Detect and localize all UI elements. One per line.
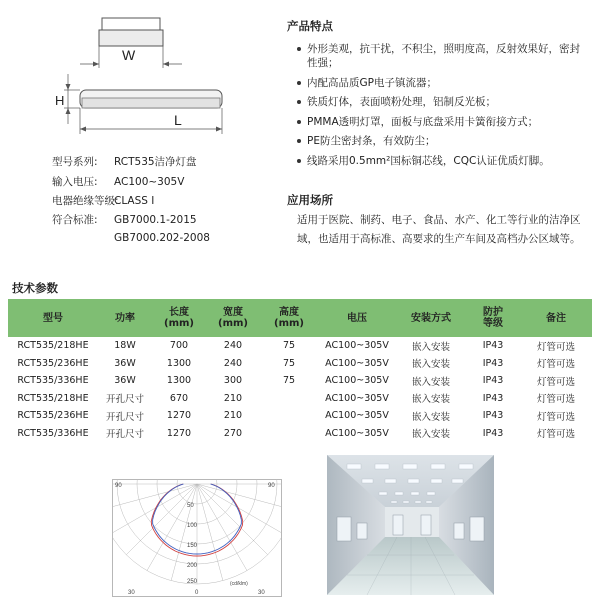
feature-item: 内配高品质GP电子镇流器；	[296, 76, 586, 90]
table-cell: IP43	[482, 427, 504, 439]
table-header-cell: 防护 等级	[466, 299, 520, 337]
spec-table	[8, 299, 592, 442]
polar-ring-150: 150	[187, 543, 198, 549]
polar-ring-100: 100	[187, 523, 198, 529]
table-row	[8, 355, 592, 373]
table-cell: 开孔尺寸	[105, 429, 144, 441]
table-row	[8, 425, 592, 443]
table-cell: RCT535/218HE	[17, 340, 89, 352]
table-cell: 灯管可选	[536, 359, 575, 371]
table-cell: IP43	[482, 375, 504, 387]
features-title: 产品特点	[287, 19, 333, 33]
table-cell: AC100~305V	[325, 340, 389, 352]
spec-value: CLASS I	[114, 195, 155, 207]
spec-key: 输入电压:	[52, 176, 98, 188]
table-row	[8, 390, 592, 408]
table-cell: 700	[169, 340, 189, 352]
table-cell: IP43	[482, 392, 504, 404]
polar-unit: (cd/klm)	[230, 581, 248, 587]
table-cell: 75	[282, 340, 296, 352]
table-cell: 1300	[166, 375, 192, 387]
table-header-cell: 安装方式	[396, 299, 466, 337]
feature-item: 线路采用0.5mm²国标铜芯线，CQC认证优质灯脚。	[296, 154, 586, 168]
table-row	[8, 407, 592, 425]
table-cell: 嵌入安装	[411, 411, 450, 423]
table-cell	[260, 407, 318, 425]
polar-ring-250: 250	[187, 579, 198, 585]
spec-row	[52, 213, 197, 227]
table-cell: 嵌入安装	[411, 341, 450, 353]
table-cell: 1270	[166, 410, 192, 422]
table-cell: 灯管可选	[536, 411, 575, 423]
table-cell: 1300	[166, 357, 192, 369]
table-cell: 75	[282, 375, 296, 387]
table-cell: 240	[223, 357, 243, 369]
table-cell	[260, 425, 318, 443]
table-cell: IP43	[482, 340, 504, 352]
table-cell: RCT535/236HE	[17, 410, 89, 422]
table-cell: 210	[223, 392, 243, 404]
table-cell: 嵌入安装	[411, 376, 450, 388]
table-cell: 270	[223, 427, 243, 439]
table-title: 技术参数	[12, 281, 58, 295]
table-cell: 开孔尺寸	[105, 411, 144, 423]
spec-value: AC100~305V	[114, 176, 185, 188]
table-cell: 灯管可选	[536, 341, 575, 353]
table-header-cell: 备注	[520, 299, 592, 337]
table-header-cell: 型号	[8, 299, 98, 337]
table-header-cell: 长度 (mm)	[152, 299, 206, 337]
polar-ring-50: 50	[187, 503, 194, 509]
table-cell: 灯管可选	[536, 429, 575, 441]
length-label: L	[174, 112, 182, 128]
table-cell: RCT535/336HE	[17, 375, 89, 387]
table-header-cell: 宽度 (mm)	[206, 299, 260, 337]
table-cell: 灯管可选	[536, 394, 575, 406]
features-list	[296, 42, 586, 173]
spec-value: GB7000.1-2015	[114, 214, 197, 226]
table-cell: 36W	[114, 375, 136, 387]
height-label: H	[55, 93, 65, 108]
table-cell: 开孔尺寸	[105, 394, 144, 406]
feature-item: 外形美观，抗干扰，不积尘，照明度高，反射效果好，密封性强；	[296, 42, 586, 70]
table-cell: 240	[223, 340, 243, 352]
polar-label-bottom-right: 30	[258, 590, 265, 596]
table-cell: 1270	[166, 427, 192, 439]
spec-value: GB7000.202-2008	[114, 232, 210, 244]
table-header-cell: 高度 (mm)	[260, 299, 318, 337]
table-cell: AC100~305V	[325, 410, 389, 422]
table-cell	[260, 390, 318, 408]
applications-title: 应用场所	[287, 193, 333, 207]
table-cell: 18W	[114, 340, 136, 352]
dimension-diagram	[50, 10, 225, 150]
table-cell: IP43	[482, 410, 504, 422]
spec-row	[52, 194, 154, 208]
polar-label-bottom-left: 30	[128, 590, 135, 596]
spec-key: 型号系列:	[52, 156, 98, 168]
table-row	[8, 372, 592, 390]
table-cell: 75	[282, 357, 296, 369]
table-header-cell: 功率	[98, 299, 152, 337]
table-header-row	[8, 299, 592, 337]
polar-label-bottom-center: 0	[195, 590, 199, 596]
table-cell: 嵌入安装	[411, 359, 450, 371]
width-label: W	[122, 47, 136, 63]
table-cell: AC100~305V	[325, 427, 389, 439]
applications-text: 适用于医院、制药、电子、食品、水产、化工等行业的洁净区域，也适用于高标准、高要求的生产车间及高档办公区域等。	[297, 214, 581, 245]
table-cell: 嵌入安装	[411, 394, 450, 406]
table-cell: RCT535/336HE	[17, 427, 89, 439]
spec-value: RCT535洁净灯盘	[114, 156, 197, 168]
spec-row	[52, 231, 210, 245]
table-cell: RCT535/218HE	[17, 392, 89, 404]
table-cell: 210	[223, 410, 243, 422]
table-cell: 灯管可选	[536, 376, 575, 388]
table-header-cell: 电压	[318, 299, 396, 337]
table-cell: 670	[169, 392, 189, 404]
polar-label-top-right: 90	[268, 483, 275, 489]
spec-key: 符合标准:	[52, 214, 98, 226]
table-cell: IP43	[482, 357, 504, 369]
polar-ring-200: 200	[187, 563, 198, 569]
table-cell: 36W	[114, 357, 136, 369]
spec-row	[52, 155, 197, 169]
spec-key: 电器绝缘等级:	[52, 195, 119, 207]
feature-item: 铁质灯体，表面喷粉处理，铝制反光板；	[296, 95, 586, 109]
polar-light-distribution-diagram	[112, 479, 282, 597]
table-cell: AC100~305V	[325, 375, 389, 387]
polar-label-top-left: 90	[115, 483, 122, 489]
cleanroom-photo	[327, 455, 494, 595]
table-cell: 300	[223, 375, 243, 387]
table-row	[8, 337, 592, 355]
table-cell: AC100~305V	[325, 392, 389, 404]
table-cell: RCT535/236HE	[17, 357, 89, 369]
feature-item: PMMA透明灯罩，面板与底盘采用卡簧衔接方式；	[296, 115, 586, 129]
table-cell: AC100~305V	[325, 357, 389, 369]
feature-item: PE防尘密封条，有效防尘；	[296, 134, 586, 148]
table-cell: 嵌入安装	[411, 429, 450, 441]
spec-row	[52, 175, 184, 189]
